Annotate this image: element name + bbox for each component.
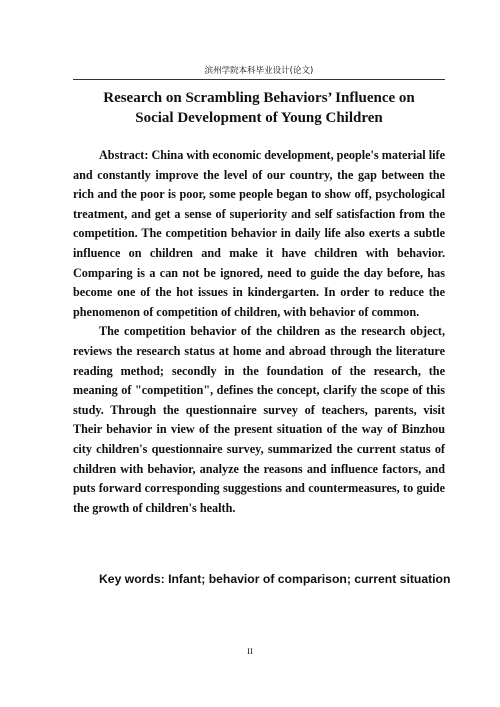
title-line-2: Social Development of Young Children — [135, 110, 383, 126]
abstract-paragraph-1: Abstract: China with economic development, people's material life and constantly improve the level of our country, the gap between the rich and the poor is poor, some people began to show off, psychological treatment, and get a sense of superiority and self satisfaction from the competition. The competition behavior in daily life also exerts a subtle influence on children and make it have children with behavior. Comparing is a can not be ignored, need to guide the day before, has become one of the hot issues in kindergarten. In order to reduce the phenomenon of competition of children, with behavior of common. — [73, 148, 445, 319]
paper-title — [73, 88, 445, 128]
running-header: 滨州学院本科毕业设计(论文) — [73, 66, 445, 80]
keywords-line: Key words: Infant; behavior of comparison; current situation — [99, 572, 451, 586]
abstract-section — [73, 146, 445, 518]
title-line-1: Research on Scrambling Behaviors’ Influence on — [103, 90, 415, 106]
abstract-paragraph-2: The competition behavior of the children as the research object, reviews the research status at home and abroad through the literature reading method; secondly in the foundation of the research, the meaning of "competition", defines the concept, clarify the scope of this study. Through the questionnaire survey of teachers, parents, visit Their behavior in view of the present situation of the way of Binzhou city children's questionnaire survey, summarized the current status of children with behavior, analyze the reasons and influence factors, and puts forward corresponding suggestions and countermeasures, to guide the growth of children's health. — [73, 324, 445, 515]
page-number: II — [247, 646, 253, 656]
